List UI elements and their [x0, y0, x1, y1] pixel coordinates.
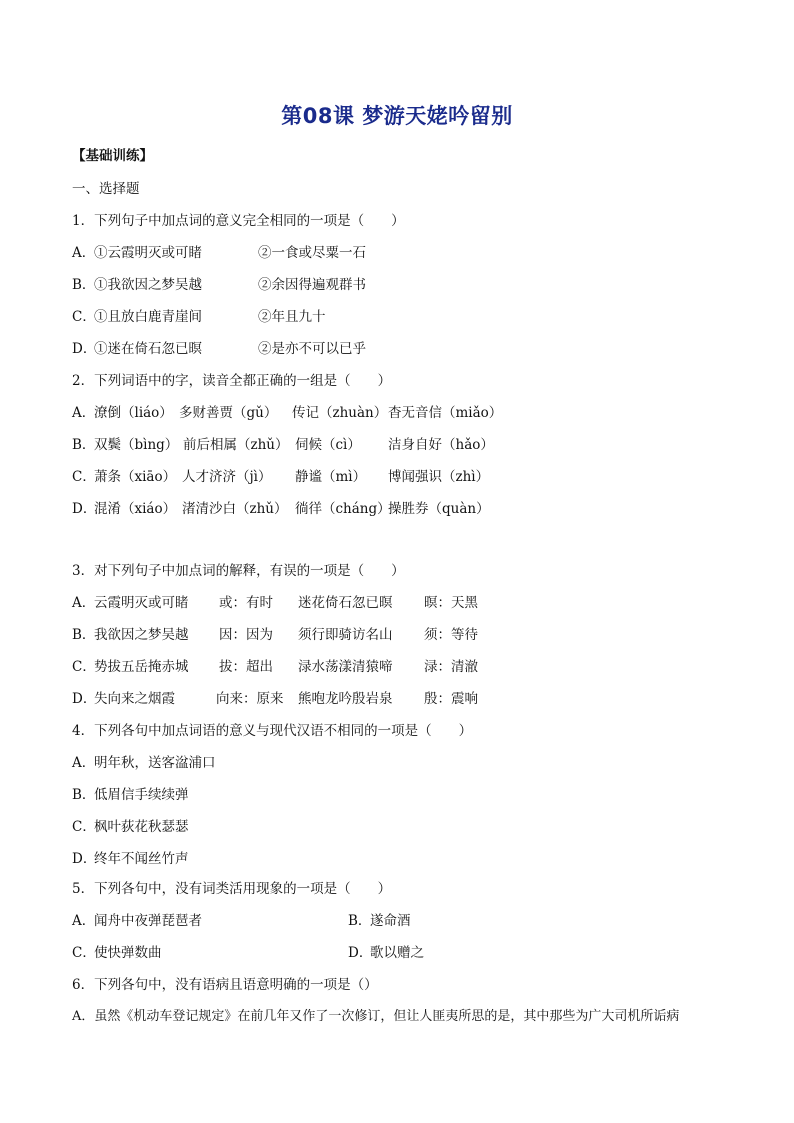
option-letter: B．	[348, 913, 372, 929]
option-letter: D．	[72, 341, 97, 357]
option-letter: B．	[72, 627, 96, 643]
option-sentence-2: 须行即骑访名山	[298, 627, 393, 643]
option-gloss-1: 拔：超出	[219, 659, 273, 675]
option-letter: A．	[72, 913, 96, 929]
option-sentence-2: 渌水荡漾清猿啼	[298, 659, 393, 675]
option-letter: C．	[72, 309, 96, 325]
question-2-stem: 2．下列词语中的字，读音全都正确的一组是（ ）	[72, 373, 392, 389]
page-title: 第08课 梦游天姥吟留别	[281, 104, 513, 128]
option-part-1: ①迷在倚石忽已暝	[94, 341, 202, 357]
option-letter: A．	[72, 245, 96, 261]
option-letter: C．	[72, 659, 96, 675]
option-letter: C．	[72, 945, 96, 961]
option-text: 明年秋，送客湓浦口	[94, 755, 216, 771]
option-letter: B．	[72, 437, 96, 453]
option-text: 枫叶荻花秋瑟瑟	[94, 819, 189, 835]
option-word-1: 混淆（xiáo）	[94, 501, 177, 517]
option-letter: C．	[72, 469, 96, 485]
option-word-4: 洁身自好（hǎo）	[388, 437, 494, 453]
option-sentence-2: 迷花倚石忽已暝	[298, 595, 393, 611]
option-gloss-1: 向来：原来	[216, 691, 284, 707]
option-gloss-1: 或：有时	[219, 595, 273, 611]
option-part-2: ②余因得遍观群书	[258, 277, 366, 293]
option-word-4: 操胜券（quàn）	[388, 501, 490, 517]
option-word-1: 潦倒（liáo）	[94, 405, 173, 421]
option-part-2: ②年且九十	[258, 309, 326, 325]
part-heading: 一、选择题	[72, 181, 140, 197]
question-6-stem: 6．下列各句中，没有语病且语意明确的一项是（）	[72, 977, 378, 993]
option-letter: D．	[348, 945, 373, 961]
option-part-2: ②是亦不可以已乎	[258, 341, 366, 357]
option-letter: D．	[72, 691, 97, 707]
option-word-3: 传记（zhuàn）	[292, 405, 388, 421]
question-4-stem: 4．下列各句中加点词语的意义与现代汉语不相同的一项是（ ）	[72, 723, 473, 739]
option-part-1: ①我欲因之梦吴越	[94, 277, 202, 293]
option-gloss-2: 须：等待	[424, 627, 478, 643]
option-text: 低眉信手续续弹	[94, 787, 189, 803]
option-gloss-2: 殷：震响	[424, 691, 478, 707]
option-word-2: 渚清沙白（zhǔ）	[182, 501, 288, 517]
option-word-4: 博闻强识（zhì）	[388, 469, 490, 485]
option-word-3: 伺候（cì）	[295, 437, 361, 453]
option-letter: A．	[72, 755, 96, 771]
option-letter: C．	[72, 819, 96, 835]
option-part-1: ①云霞明灭或可睹	[94, 245, 202, 261]
option-part-1: ①且放白鹿青崖间	[94, 309, 202, 325]
question-5-stem: 5．下列各句中，没有词类活用现象的一项是（ ）	[72, 881, 392, 897]
section-label: 【基础训练】	[72, 148, 153, 164]
option-word-1: 双鬓（bìng）	[94, 437, 179, 453]
option-sentence-1: 失向来之烟霞	[94, 691, 175, 707]
option-word-3: 静谧（mì）	[295, 469, 367, 485]
option-word-2: 多财善贾（gǔ）	[179, 405, 278, 421]
option-letter: A．	[72, 595, 96, 611]
option-gloss-2: 渌：清澈	[424, 659, 478, 675]
option-letter: B．	[72, 277, 96, 293]
option-text: 歌以赠之	[370, 945, 424, 961]
option-word-4: 杳无音信（miǎo）	[388, 405, 503, 421]
option-text: 闻舟中夜弹琵琶者	[94, 913, 202, 929]
option-sentence-1: 我欲因之梦吴越	[94, 627, 189, 643]
option-letter: B．	[72, 787, 96, 803]
option-text: 使快弹数曲	[94, 945, 162, 961]
question-3-stem: 3．对下列句子中加点词的解释，有误的一项是（ ）	[72, 563, 405, 579]
option-text: 终年不闻丝竹声	[94, 851, 189, 867]
option-word-2: 前后相属（zhǔ）	[183, 437, 289, 453]
option-text: 遂命酒	[370, 913, 411, 929]
option-letter: A．	[72, 405, 96, 421]
option-word-2: 人才济济（jì）	[182, 469, 272, 485]
option-sentence-1: 势拔五岳掩赤城	[94, 659, 189, 675]
option-part-2: ②一食或尽粟一石	[258, 245, 366, 261]
option-gloss-1: 因：因为	[219, 627, 273, 643]
option-word-1: 萧条（xiāo）	[94, 469, 177, 485]
option-letter: D．	[72, 851, 97, 867]
option-letter: D．	[72, 501, 97, 517]
option-sentence-1: 云霞明灭或可睹	[94, 595, 189, 611]
option-sentence-2: 熊咆龙吟殷岩泉	[298, 691, 393, 707]
option-word-3: 徜徉（cháng）	[295, 501, 391, 517]
question-1-stem: 1．下列句子中加点词的意义完全相同的一项是（ ）	[72, 213, 405, 229]
question-6-option-a: A．虽然《机动车登记规定》在前几年又作了一次修订，但让人匪夷所思的是，其中那些为广大司机所诟病	[72, 1009, 680, 1024]
option-gloss-2: 暝：天黑	[424, 595, 478, 611]
